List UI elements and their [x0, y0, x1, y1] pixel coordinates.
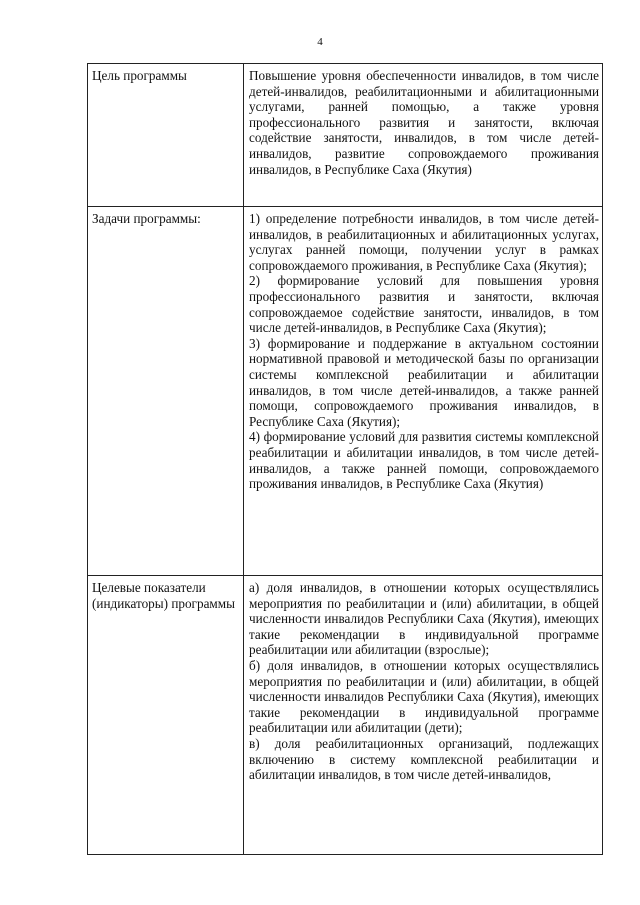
- task-paragraph-2: 2) формирование условий для повышения уровня профессионального развития и занятости, включая сопровождаемое содействие занятости, инвалидов, в том числе детей-инвалидов, в Республике Саха (Якутия);: [249, 273, 599, 336]
- label-cell-indicators: Целевые показатели (индикаторы) программы: [88, 576, 244, 855]
- page-number: 4: [317, 36, 323, 48]
- table-row-goal: [88, 64, 603, 207]
- indicator-paragraph-c: в) доля реабилитационных организаций, подлежащих включению в систему комплексной реабилитации и абилитации инвалидов, в том числе детей-инвалидов,: [249, 735, 599, 783]
- indicator-paragraph-a: а) доля инвалидов, в отношении которых осуществлялись мероприятия по реабилитации и (или) абилитации, в общей численности инвалидов Республики Саха (Якутия), имеющих такие рекомендации в индивидуальной программе реабилитации или абилитации (взрослые);: [249, 580, 599, 658]
- content-cell-tasks: [244, 207, 603, 576]
- label-cell-tasks: Задачи программы:: [88, 207, 244, 576]
- program-passport-table: [87, 63, 603, 855]
- content-cell-indicators: [244, 576, 603, 855]
- table-row-tasks: [88, 207, 603, 576]
- indicator-paragraph-b: б) доля инвалидов, в отношении которых осуществлялись мероприятия по реабилитации и (или) абилитации, в общей численности инвалидов Республики Саха (Якутия), имеющих такие рекомендации в индивидуальной программе реабилитации или абилитации (дети);: [249, 657, 599, 736]
- task-paragraph-1: 1) определение потребности инвалидов, в том числе детей-инвалидов, в реабилитационных и абилитационных услугах, услугах ранней помощи, получении услуг в рамках сопровождаемого проживания, в Республике Саха (Якутия);: [249, 211, 599, 273]
- task-paragraph-4: 4) формирование условий для развития системы комплексной реабилитации и абилитации инвалидов, в том числе детей-инвалидов, а также ранней помощи, сопровождаемого проживания инвалидов, в Республике Саха (Якутия): [249, 429, 599, 492]
- task-paragraph-3: 3) формирование и поддержание в актуальном состоянии нормативной правовой и методической базы по организации системы комплексной реабилитации и абилитации инвалидов, в том числе детей-инвалидов, а также ранней помощи, сопровождаемого проживания инвалидов, в Республике Саха (Якутия);: [249, 335, 599, 429]
- label-cell-goal: Цель программы: [88, 64, 244, 207]
- content-cell-goal: [244, 64, 603, 207]
- goal-paragraph: Повышение уровня обеспеченности инвалидов, в том числе детей-инвалидов, реабилитационными и абилитационными услугами, ранней помощью, а также уровня профессионального развития и занятости, включая содействие занятости, инвалидов, в том числе детей-инвалидов, развитие сопровождаемого проживания инвалидов, в Республике Саха (Якутия): [249, 68, 599, 177]
- table-row-indicators: [88, 576, 603, 855]
